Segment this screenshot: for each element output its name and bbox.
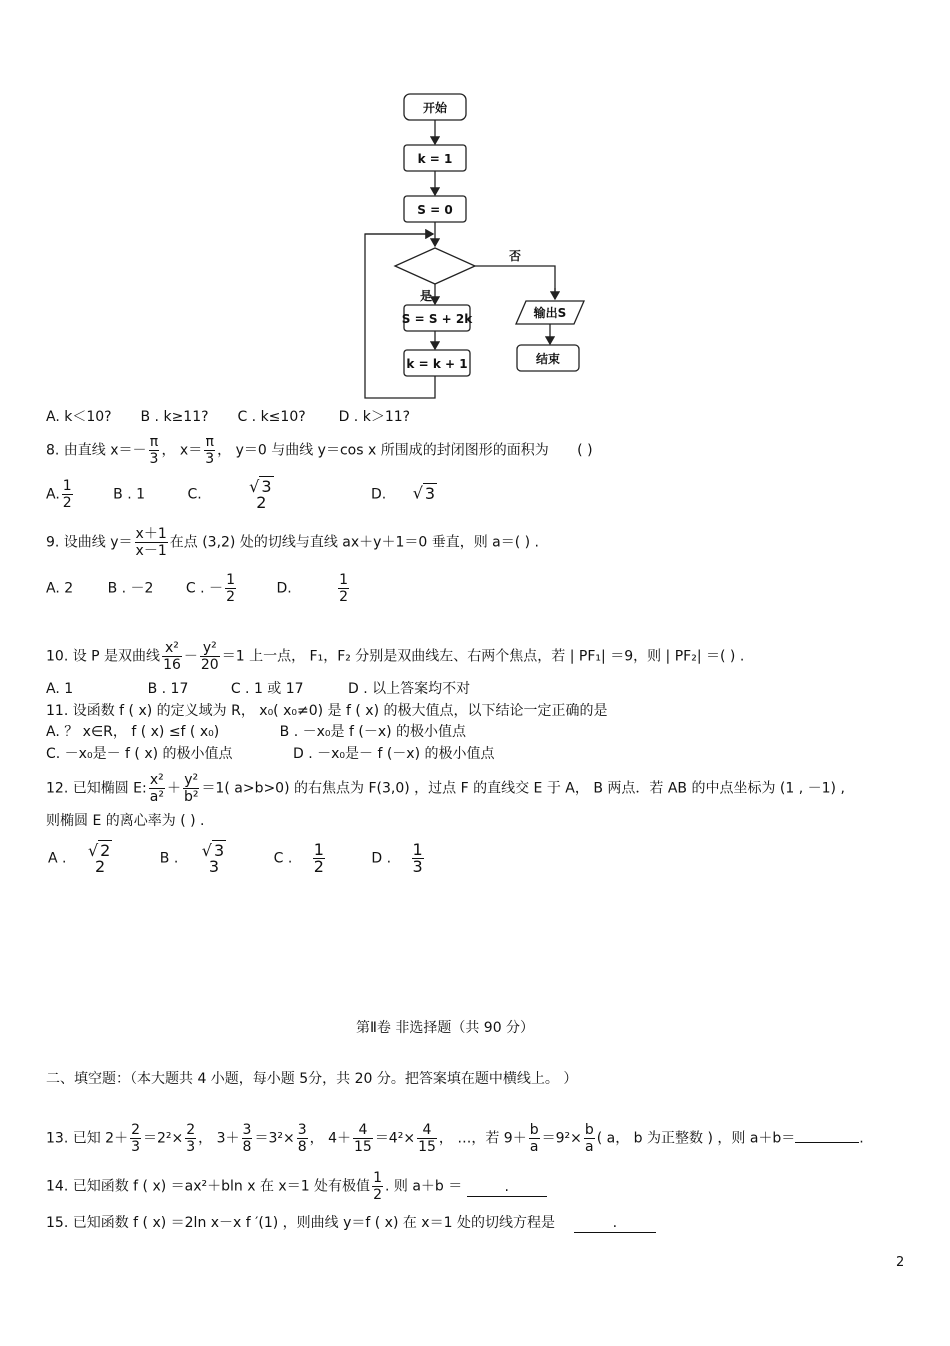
q12-option-d-fraction bbox=[412, 842, 424, 875]
q8-stem bbox=[46, 434, 593, 467]
q11-option-a: A. ？ x∈R， f ( x) ≤f ( x₀) bbox=[46, 724, 220, 740]
q12-fraction bbox=[183, 772, 200, 805]
q12-option-a-fraction: √ 2 2 bbox=[87, 843, 113, 875]
frac-num: 1 bbox=[373, 1170, 382, 1186]
frac-den: 8 bbox=[242, 1139, 252, 1155]
q8-option-c-label: C. bbox=[187, 486, 202, 503]
frac-num: y² bbox=[200, 640, 220, 657]
frac-den: 2 bbox=[226, 589, 235, 605]
q13-fraction bbox=[297, 1122, 308, 1155]
frac-den: 3 bbox=[208, 856, 220, 876]
q9-text: 在点 (3,2) 处的切线与直线 ax＋y＋1＝0 垂直，则 a＝( ) . bbox=[169, 534, 540, 551]
q13-fraction bbox=[353, 1122, 373, 1155]
q13-stem bbox=[46, 1122, 864, 1155]
frac-den: 20 bbox=[200, 657, 219, 673]
q13-text: ， …，若 9＋ bbox=[438, 1130, 527, 1147]
q15-stem bbox=[46, 1214, 656, 1233]
update-s-label: S = S + 2k bbox=[401, 312, 473, 326]
frac-den: 2 bbox=[339, 589, 349, 605]
q13-text: ＝3²× bbox=[254, 1130, 295, 1147]
q8-option-b: B . 1 bbox=[113, 486, 146, 503]
q10-text: ＝1 上一点， F₁，F₂ 分别是双曲线左、右两个焦点，若 | PF₁| ＝9，则 | PF₂| ＝( ) . bbox=[221, 648, 745, 665]
q13-fraction bbox=[130, 1122, 141, 1155]
k-init-label: k = 1 bbox=[417, 152, 453, 166]
q13-answer-blank[interactable] bbox=[795, 1142, 859, 1143]
frac-den: a bbox=[584, 1139, 594, 1155]
frac-den: 2 bbox=[62, 495, 72, 511]
q10-minus: － bbox=[183, 648, 198, 665]
q13-fraction bbox=[185, 1122, 196, 1155]
q13-text: ， 3＋ bbox=[198, 1130, 240, 1147]
frac-num: 1 bbox=[313, 840, 324, 859]
q13-text: 13. 已知 2＋ bbox=[46, 1130, 129, 1147]
q8-frac-num: π bbox=[149, 434, 159, 450]
q8-text: 8. 由直线 x＝－ bbox=[46, 442, 147, 459]
start-label: 开始 bbox=[422, 101, 448, 115]
no-label: 否 bbox=[508, 249, 522, 263]
q12-stem bbox=[46, 772, 845, 805]
frac-den: 3 bbox=[186, 1139, 196, 1155]
q9-option-d-label: D. bbox=[276, 580, 292, 597]
q15-answer-blank[interactable]: . bbox=[574, 1214, 656, 1233]
q11-option-d: D . －x₀是－ f (－x) 的极小值点 bbox=[292, 746, 495, 762]
update-k-label: k = k + 1 bbox=[406, 357, 468, 371]
q8-text: ， y＝0 与曲线 y＝cos x 所围成的封闭图形的面积为 bbox=[217, 442, 549, 459]
frac-den: 8 bbox=[297, 1139, 307, 1155]
frac-num: y² bbox=[184, 772, 199, 788]
q8-frac-den: 3 bbox=[149, 451, 159, 467]
q12-options bbox=[48, 842, 426, 875]
q12-option-b-label: B . bbox=[159, 850, 179, 867]
q11-option-c: C. －x₀是－ f ( x) 的极小值点 bbox=[46, 746, 233, 762]
q8-option-a-fraction bbox=[62, 478, 73, 511]
q11-stem: 11. 设函数 f ( x) 的定义域为 R， x₀( x₀≠0) 是 f ( x) 的极大值点，以下结论一定正确的是 bbox=[46, 703, 608, 719]
frac-num: 4 bbox=[417, 1122, 437, 1139]
q14-answer-blank[interactable]: . bbox=[467, 1178, 547, 1197]
frac-num: 3 bbox=[242, 1122, 252, 1138]
q12-fraction bbox=[149, 772, 165, 805]
q8-option-d-sqrt: √ 3 bbox=[412, 483, 436, 503]
q7-option-a: A. k＜10? bbox=[46, 409, 112, 425]
q12-plus: ＋ bbox=[166, 780, 181, 797]
q8-options bbox=[46, 478, 437, 511]
q13-fraction bbox=[242, 1122, 253, 1155]
s-init-label: S = 0 bbox=[417, 203, 453, 217]
q10-option-a: A. 1 bbox=[46, 681, 74, 697]
frac-num: 1 bbox=[339, 572, 349, 588]
q14-fraction bbox=[372, 1170, 383, 1203]
frac-num: 3 bbox=[297, 1122, 307, 1138]
yes-label: 是 bbox=[419, 289, 433, 303]
frac-den: 2 bbox=[256, 492, 267, 512]
frac-den: 16 bbox=[163, 657, 181, 673]
q12-option-d-label: D . bbox=[371, 850, 392, 867]
q10-fraction bbox=[200, 640, 220, 673]
fill-in-heading: 二、填空题：（本大题共 4 小题，每小题 5分，共 20 分。把答案填在题中横线上。 ） bbox=[46, 1071, 578, 1087]
q9-stem bbox=[46, 526, 539, 559]
frac-den: 15 bbox=[418, 1139, 436, 1155]
q13-period: . bbox=[859, 1130, 864, 1147]
output-label: 输出S bbox=[533, 306, 567, 320]
q8-option-d-label: D. bbox=[371, 486, 387, 503]
q13-text: ， 4＋ bbox=[309, 1130, 351, 1147]
q12-line2: 则椭圆 E 的离心率为 ( ) . bbox=[46, 813, 205, 829]
q9-option-c-fraction bbox=[225, 572, 236, 605]
q8-frac-den: 3 bbox=[205, 451, 215, 467]
q8-option-c-fraction: √ 3 2 bbox=[248, 479, 274, 511]
end-label: 结束 bbox=[535, 352, 561, 366]
q10-stem bbox=[46, 640, 744, 673]
frac-num: b bbox=[584, 1122, 594, 1138]
q13-text: ＝9²× bbox=[541, 1130, 582, 1147]
q8-frac-num: π bbox=[205, 434, 214, 450]
q9-fraction bbox=[135, 526, 168, 559]
frac-num: 4 bbox=[353, 1122, 373, 1139]
frac-den: 2 bbox=[313, 857, 324, 876]
q9-option-b: B . －2 bbox=[107, 580, 154, 597]
q13-text: ( a， b 为正整数 ) ，则 a＋b＝ bbox=[596, 1130, 796, 1147]
frac-num: x² bbox=[162, 640, 182, 657]
frac-den: 3 bbox=[412, 857, 423, 876]
frac-num: x² bbox=[149, 772, 164, 788]
frac-den: 15 bbox=[353, 1139, 372, 1155]
q11-option-b: B . －x₀是 f (－x) 的极小值点 bbox=[279, 724, 467, 740]
q9-text: 9. 设曲线 y＝ bbox=[46, 534, 133, 551]
frac-den: x－1 bbox=[135, 543, 167, 559]
frac-num: b bbox=[529, 1122, 539, 1138]
q8-fraction bbox=[204, 434, 215, 467]
q9-option-d-fraction bbox=[338, 572, 349, 605]
condition-diamond bbox=[395, 248, 475, 284]
q11-options-ab bbox=[46, 723, 466, 741]
q7-option-b: B . k≥11? bbox=[140, 409, 209, 425]
q11-options-cd bbox=[46, 745, 495, 763]
q10-option-c: C . 1 或 17 bbox=[230, 681, 304, 697]
q12-option-b-fraction: √ 3 3 bbox=[201, 843, 227, 875]
q15-text: 15. 已知函数 f ( x) ＝2ln x－x f ′(1) ，则曲线 y＝f ( x) 在 x＝1 处的切线方程是 bbox=[46, 1215, 555, 1231]
q12-text: 12. 已知椭圆 E: bbox=[46, 780, 147, 797]
frac-den: a² bbox=[149, 789, 164, 805]
q13-text: ＝2²× bbox=[143, 1130, 184, 1147]
frac-num: 1 bbox=[62, 478, 72, 494]
q14-text: . 则 a＋b ＝ bbox=[384, 1178, 463, 1195]
q7-option-c: C . k≤10? bbox=[237, 409, 306, 425]
q14-text: 14. 已知函数 f ( x) ＝ax²＋bln x 在 x＝1 处有极值 bbox=[46, 1178, 371, 1195]
frac-den: 3 bbox=[131, 1139, 140, 1155]
sqrt-radicand: 2 bbox=[100, 840, 111, 860]
q10-options bbox=[46, 680, 470, 698]
frac-den: b² bbox=[183, 789, 199, 805]
q10-text: 10. 设 P 是双曲线 bbox=[46, 648, 161, 665]
frac-num: 1 bbox=[226, 572, 235, 588]
q9-option-c-label: C . － bbox=[185, 580, 224, 597]
q7-options bbox=[46, 408, 410, 426]
q13-fraction bbox=[529, 1122, 540, 1155]
q13-text: ＝4²× bbox=[374, 1130, 416, 1147]
q9-option-a: A. 2 bbox=[46, 580, 74, 597]
q10-option-b: B . 17 bbox=[147, 681, 189, 697]
flowchart bbox=[360, 88, 600, 408]
frac-num: 1 bbox=[412, 840, 423, 859]
q7-option-d: D . k＞11? bbox=[338, 409, 411, 425]
q13-fraction bbox=[417, 1122, 437, 1155]
q8-text: ， x＝ bbox=[161, 442, 203, 459]
frac-num: x＋1 bbox=[135, 526, 167, 542]
sqrt-radicand: 3 bbox=[261, 476, 272, 496]
q8-fraction bbox=[149, 434, 160, 467]
q12-option-c-fraction bbox=[313, 842, 325, 875]
section-title: 第Ⅱ卷 非选择题（共 90 分） bbox=[356, 1020, 535, 1036]
q10-option-d: D . 以上答案均不对 bbox=[348, 681, 471, 697]
q9-options bbox=[46, 572, 351, 605]
q12-text: ＝1( a>b>0) 的右焦点为 F(3,0) ，过点 F 的直线交 E 于 A， B 两点．若 AB 的中点坐标为 (1 , －1) , bbox=[201, 780, 845, 797]
frac-den: 2 bbox=[95, 856, 106, 876]
frac-num: 2 bbox=[186, 1122, 196, 1138]
q12-option-c-label: C . bbox=[273, 850, 293, 867]
q12-option-a-label: A . bbox=[48, 850, 67, 867]
q8-answer-paren: ( ) bbox=[577, 442, 593, 459]
frac-num: 2 bbox=[131, 1122, 140, 1138]
frac-den: 2 bbox=[373, 1187, 382, 1203]
q10-fraction bbox=[162, 640, 182, 673]
q13-fraction bbox=[584, 1122, 595, 1155]
sqrt-radicand: 3 bbox=[213, 840, 225, 860]
page-number: 2 bbox=[896, 1255, 905, 1270]
q14-stem bbox=[46, 1170, 547, 1203]
q8-option-a-label: A. bbox=[46, 486, 60, 503]
sqrt-radicand: 3 bbox=[424, 483, 436, 503]
frac-den: a bbox=[529, 1139, 539, 1155]
